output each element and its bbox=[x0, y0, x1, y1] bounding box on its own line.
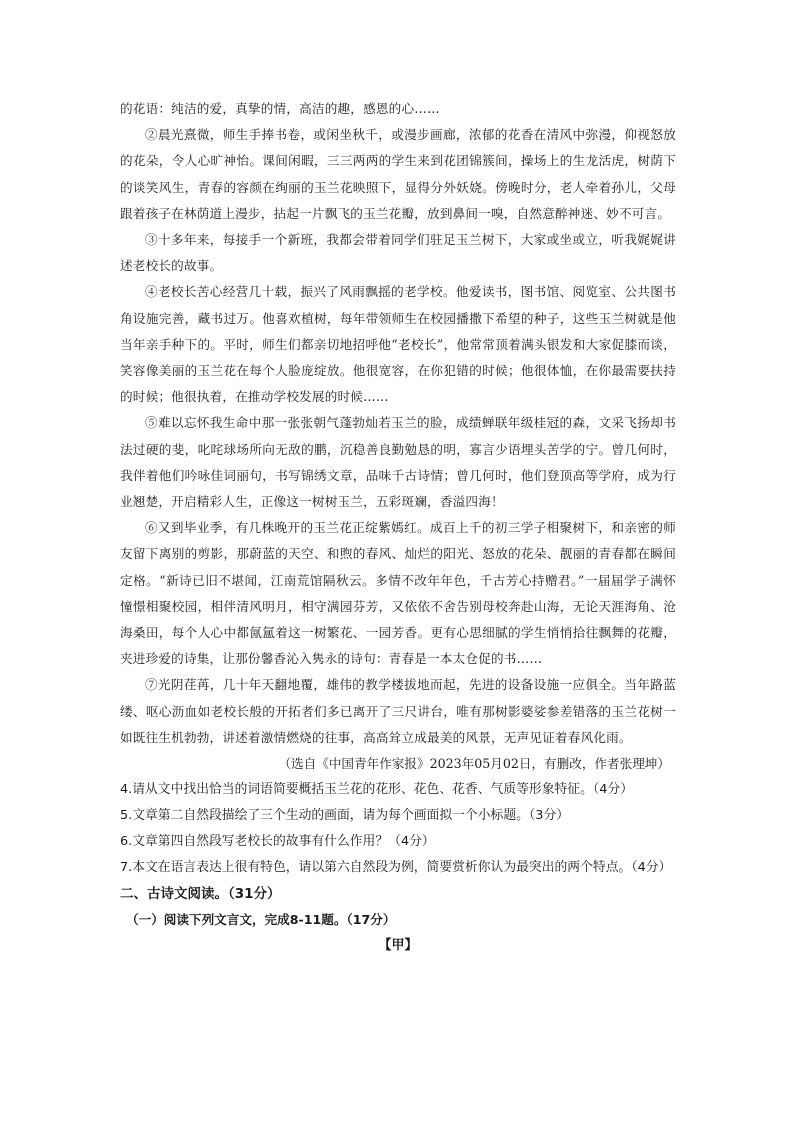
question-6: 6.文章第四自然段写老校长的故事有什么作用？（4分） bbox=[120, 834, 435, 850]
question-7: 7.本文在语言表达上很有特色，请以第六自然段为例，简要赏析你认为最突出的两个特点。（4分） bbox=[120, 860, 672, 876]
paragraph-2: ②晨光熹微，师生手捧书卷，或闲坐秋千，或漫步画廊，浓郁的花香在清风中弥漫，仰视怒放的花朵，令人心旷神怡。课间闲暇，三三两两的学生来到花团锦簇间，操场上的生龙活虎，树荫下的谈笑风生，青春的容颜在绚丽的玉兰花映照下，显得分外妖娆。傍晚时分，老人牵着孙儿，父母跟着孩子在林荫道上漫步，拈起一片飘飞的玉兰花瓣，放到鼻间一嗅，自然意醉神迷、妙不可言。 bbox=[120, 127, 676, 221]
question-4: 4.请从文中找出恰当的词语简要概括玉兰花的花形、花色、花香、气质等形象特征。（4分） bbox=[120, 782, 634, 798]
source-citation: （选自《中国青年作家报》2023年05月02日，有删改，作者张理坤） bbox=[278, 756, 670, 772]
paragraph-7: ⑦光阴荏苒，几十年天翻地覆，雄伟的教学楼拔地而起，先进的设备设施一应俱全。当年路蓝缕、呕心沥血如老校长般的开拓者们多已离开了三尺讲台，唯有那树影婆娑参差错落的玉兰花树一如既往生机勃勃，讲述着激情燃烧的往事，高高耸立成最美的风景，无声见证着春风化雨。 bbox=[120, 677, 676, 745]
paragraph-4: ④老校长苦心经营几十载，振兴了风雨飘摇的老学校。他爱读书，图书馆、阅览室、公共图书角设施完善，藏书过万。他喜欢植树，每年带领师生在校园播撒下希望的种子，这些玉兰树就是他当年亲手种下的。平时，师生们都亲切地招呼他“老校长”，他常常顶着满头银发和大家促膝而谈，笑容像美丽的玉兰花在每个人脸庞绽放。他很宽容，在你犯错的时候；他很体恤，在你最需要扶持的时候；他很执着，在推动学校发展的时候…… bbox=[120, 284, 676, 405]
section-title: 二、古诗文阅读。（31分） bbox=[120, 886, 281, 903]
paragraph-3: ③十多年来，每接手一个新班，我都会带着同学们驻足玉兰树下，大家或坐或立，听我娓娓讲述老校长的故事。 bbox=[120, 232, 676, 274]
text-marker: 【甲】 bbox=[378, 938, 418, 954]
paragraph-1-tail: 的花语：纯洁的爱，真挚的情，高洁的趣，感恩的心…… bbox=[120, 101, 440, 116]
question-5: 5.文章第二自然段描绘了三个生动的画面，请为每个画面拟一个小标题。（3分） bbox=[120, 808, 570, 824]
section-subtitle: （一）阅读下列文言文，完成8-11题。（17分） bbox=[126, 912, 396, 928]
paragraph-6: ⑥又到毕业季，有几株晚开的玉兰花正绽紫嫣红。成百上千的初三学子相聚树下，和亲密的师友留下离别的剪影，那蔚蓝的天空、和煦的春风、灿烂的阳光、怒放的花朵、靓丽的青春都在瞬间定格。“新诗已旧不堪闻，江南荒馆隔秋云。多情不改年年色，千古芳心持赠君。”一届届学子满怀憧憬相聚校园，相伴清风明月，相守满园芬芳，又依依不舍告别母校奔赴山海，无论天涯海角、沧海桑田，每个人心中都氤氲着这一树繁花、一园芳香。更有心思细腻的学生悄悄拾往飘舞的花瓣，夹进珍爱的诗集，让那份馨香沁入隽永的诗句：青春是一本太仓促的书…… bbox=[120, 520, 676, 667]
paragraph-5: ⑤难以忘怀我生命中那一张张朝气蓬勃灿若玉兰的脸，成绩蝉联年级桂冠的森，文采飞扬却书法过硬的斐，叱咤球场所向无敌的鹏，沉稳善良勤勉恳的明，寡言少语埋头苦学的宁。曾几何时，我伴着他们吟咏佳词丽句，书写锦绣文章，品味千古诗情；曾几何时，他们登顶高等学府，成为行业翘楚，开启精彩人生，正像这一树树玉兰，五彩斑斓，香溢四海！ bbox=[120, 415, 676, 510]
exam-page bbox=[120, 96, 676, 959]
